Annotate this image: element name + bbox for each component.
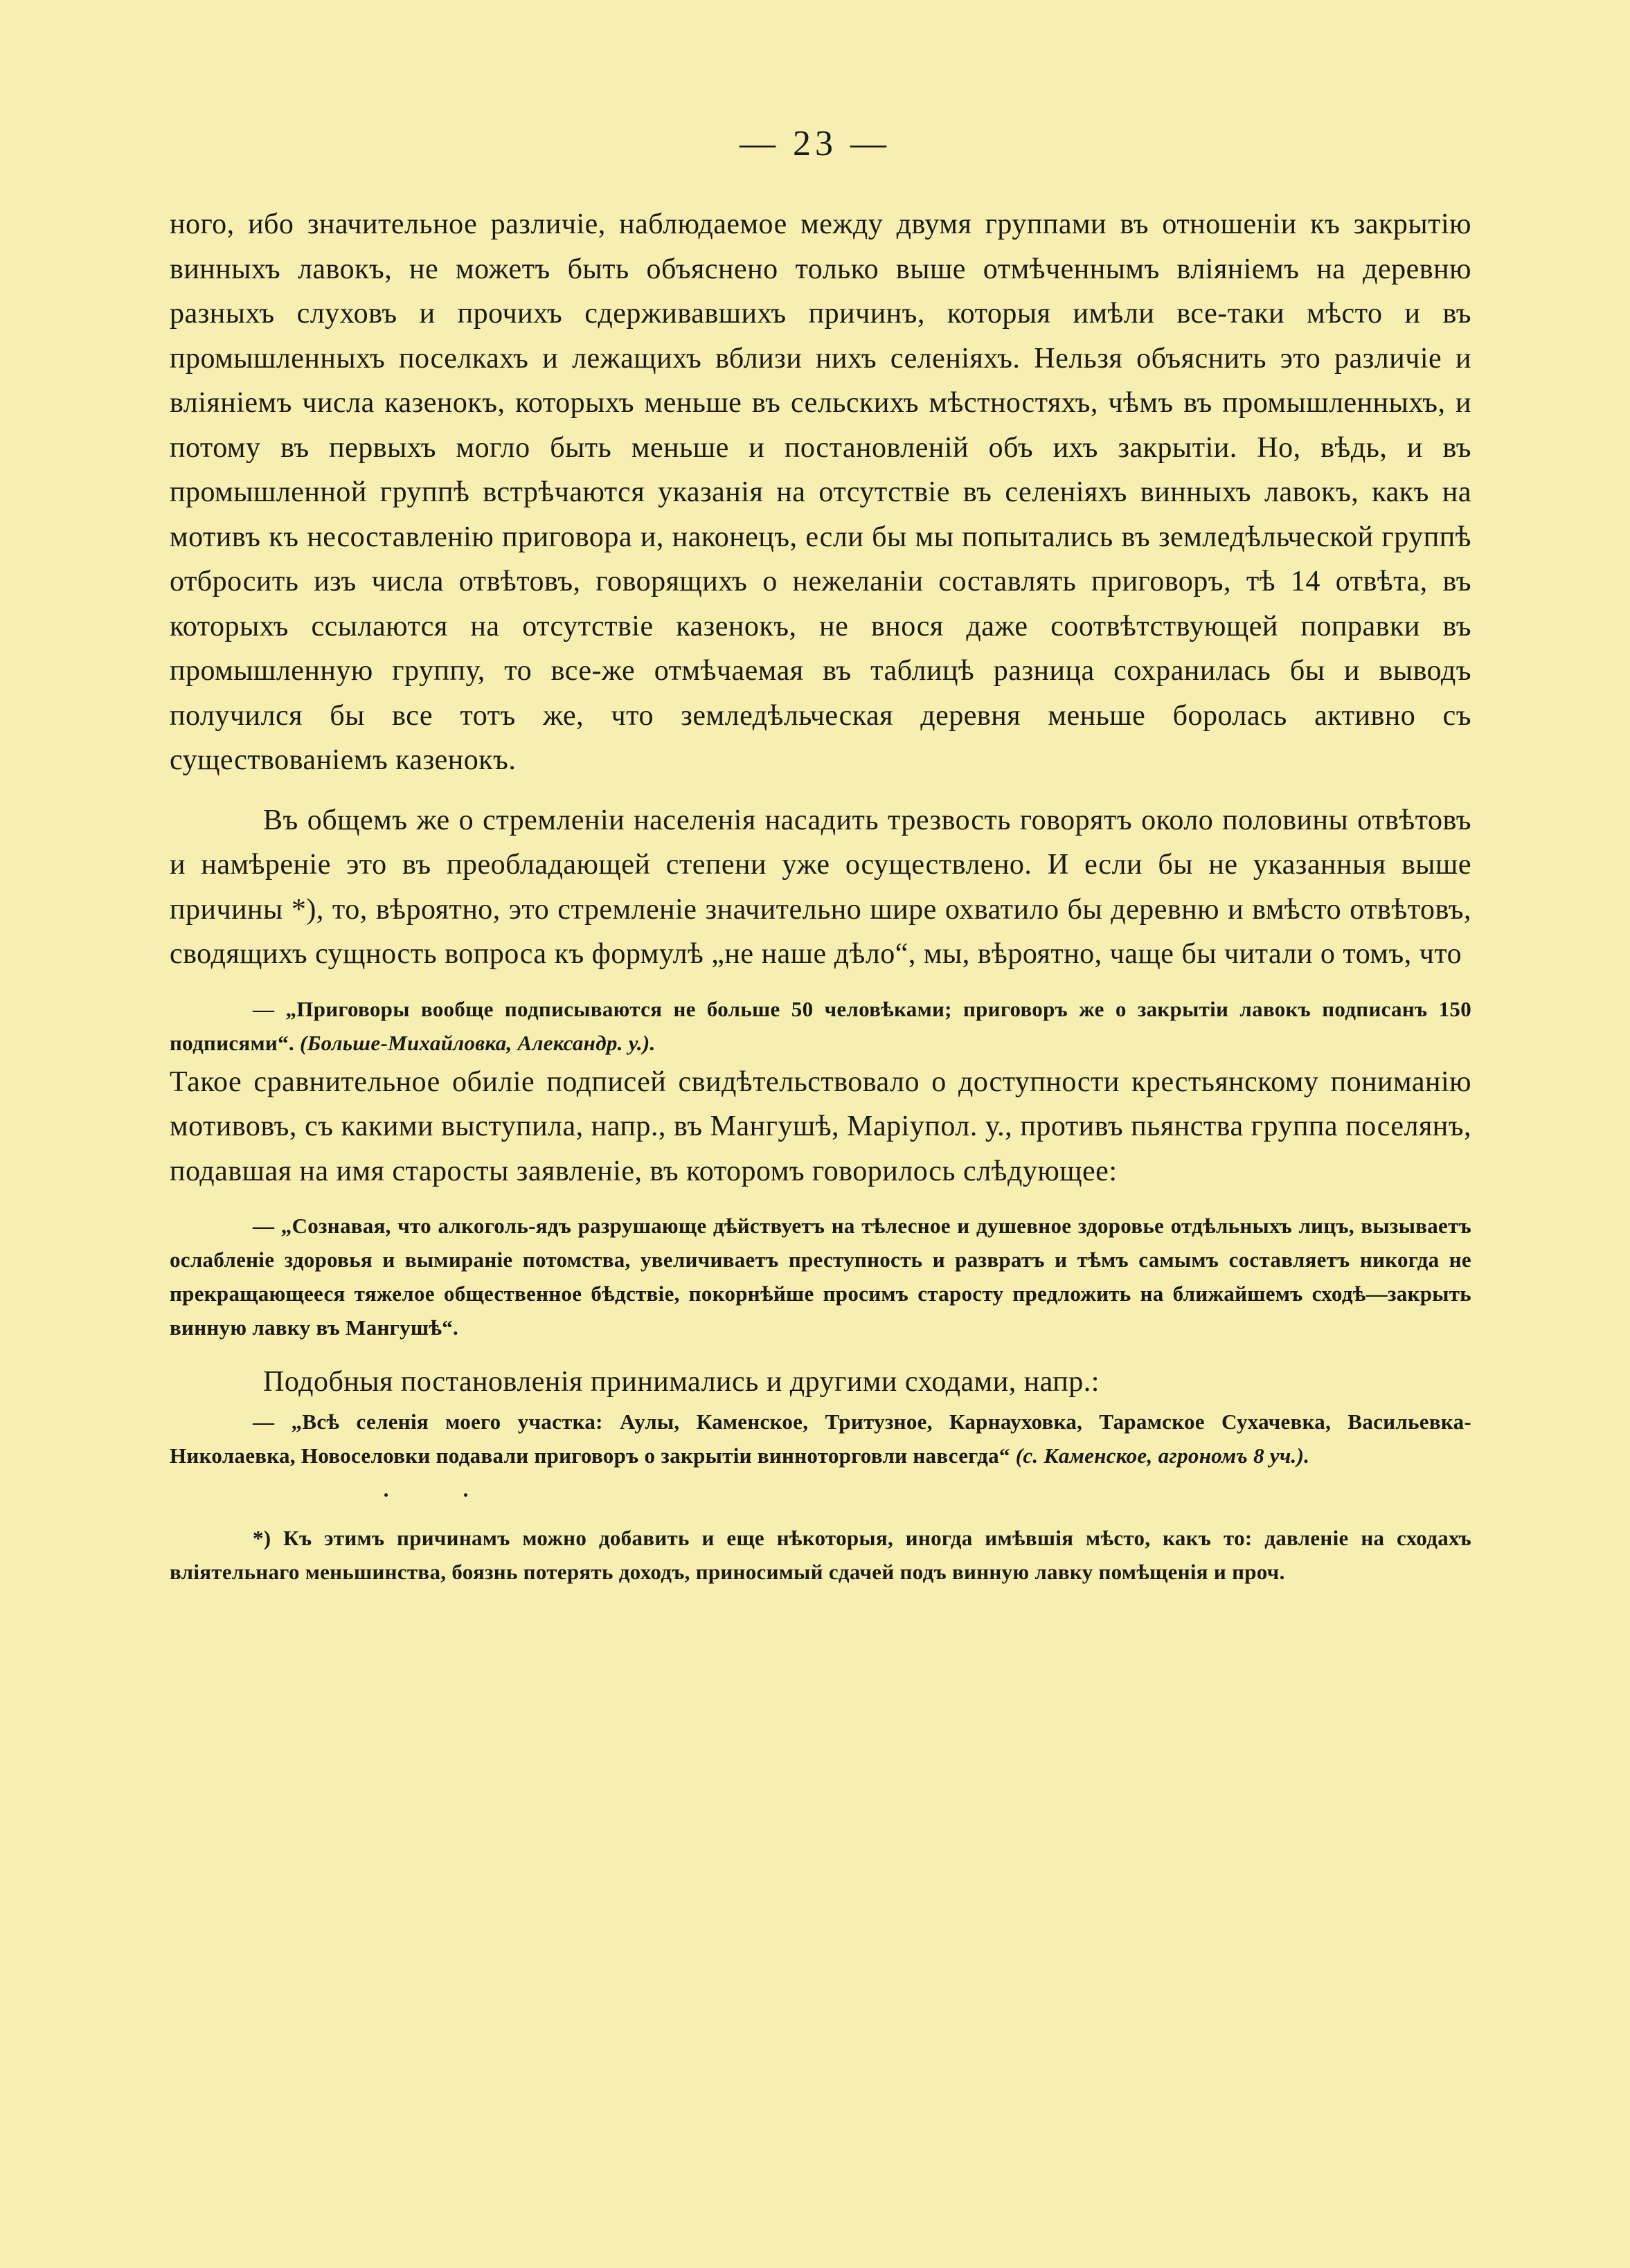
quote-3-source: (с. Каменское, агрономъ 8 уч.). <box>1015 1443 1310 1468</box>
paragraph-3: Такое сравнительное обиліе подписей свидѣтельствовало о доступности крестьянскому пониманію мотивовъ, съ какими выступила, напр., въ Мангушѣ, Маріупол. у., противъ пьянства группа поселянъ, подавшая на имя старосты заявленіе, въ которомъ говорилось слѣдующее: <box>170 1065 1471 1187</box>
paragraph-2: Въ общемъ же о стремленіи населенія насадить трезвость говорятъ около половины отвѣтовъ и намѣреніе это въ преобладающей степени уже осуществлено. И если бы не указанныя выше причины *), то, вѣроятно, это стремленіе значительно шире охватило бы деревню и вмѣсто отвѣтовъ, сводящихъ сущность вопроса къ формулѣ „не наше дѣло“, мы, вѣроятно, чаще бы читали о томъ, что <box>170 804 1471 970</box>
quote-1-text: — „Приговоры вообще подписываются не больше 50 человѣками; приговоръ же о закрытіи лавокъ подписанъ 150 подписями“. <box>170 996 1471 1055</box>
page-body <box>170 202 1471 1589</box>
quote-3 <box>170 1405 1471 1473</box>
page-number: — 23 — <box>740 124 890 163</box>
separator-dot <box>464 1493 467 1497</box>
quote-2: — „Сознавая, что алкоголь-ядъ разрушающе дѣйствуетъ на тѣлесное и душевное здоровье отдѣльныхъ лицъ, вызываетъ ослабленіе здоровья и вымираніе потомства, увеличиваетъ преступность и развратъ и тѣмъ самымъ составляетъ никогда не прекращающееся тяжелое общественное бѣдствіе, покорнѣйше просимъ старосту предложить на ближайшемъ сходѣ—закрыть винную лавку въ Мангушѣ“. <box>170 1214 1471 1340</box>
quote-1-source: (Больше-Михайловка, Александр. у.). <box>299 1030 656 1055</box>
quote-3-text: — „Всѣ селенія моего участка: Аулы, Каменское, Тритузное, Карнауховка, Тарамское Сухачевка, Васильевка-Николаевка, Новоселовки подавали приговоръ о закрытіи винноторговли навсегда“ <box>170 1409 1471 1468</box>
paragraph-4: Подобныя постановленія принимались и другими сходами, напр.: <box>263 1366 1100 1398</box>
separator <box>170 1473 1471 1521</box>
footnote: *) Къ этимъ причинамъ можно добавить и еще нѣкоторыя, иногда имѣвшія мѣсто, какъ то: давленіе на сходахъ вліятельнаго меньшинства, боязнь потерять доходъ, приносимый сдачей подъ винную лавку помѣщенія и проч. <box>170 1525 1471 1584</box>
paragraph-1: ного, ибо значительное различіе, наблюдаемое между двумя группами въ отношеніи къ закрытію винныхъ лавокъ, не можетъ быть объяснено только выше отмѣченнымъ вліяніемъ на деревню разныхъ слуховъ и прочихъ сдерживавшихъ причинъ, которыя имѣли все-таки мѣсто и въ промышленныхъ поселкахъ и лежащихъ вблизи нихъ селеніяхъ. Нельзя объяснить это различіе и вліяніемъ числа казенокъ, которыхъ меньше въ сельскихъ мѣстностяхъ, чѣмъ въ промышленныхъ, и потому въ первыхъ могло быть меньше и постановленій объ ихъ закрытіи. Но, вѣдь, и въ промышленной группѣ встрѣчаются указанія на отсутствіе въ селеніяхъ винныхъ лавокъ, какъ на мотивъ къ несоставленію приговора и, наконецъ, если бы мы попытались въ земледѣльческой группѣ отбросить изъ числа отвѣтовъ, говорящихъ о нежеланіи составлять приговоръ, тѣ 14 отвѣта, въ которыхъ ссылаются на отсутствіе казенокъ, не внося даже соотвѣтствующей поправки въ промышленную группу, то все-же отмѣчаемая въ таблицѣ разница сохранилась бы и выводъ получился бы все тотъ же, что земледѣльческая деревня меньше боролась активно съ существованіемъ казенокъ. <box>170 208 1471 776</box>
separator-dot <box>384 1493 388 1497</box>
quote-1 <box>170 992 1471 1060</box>
